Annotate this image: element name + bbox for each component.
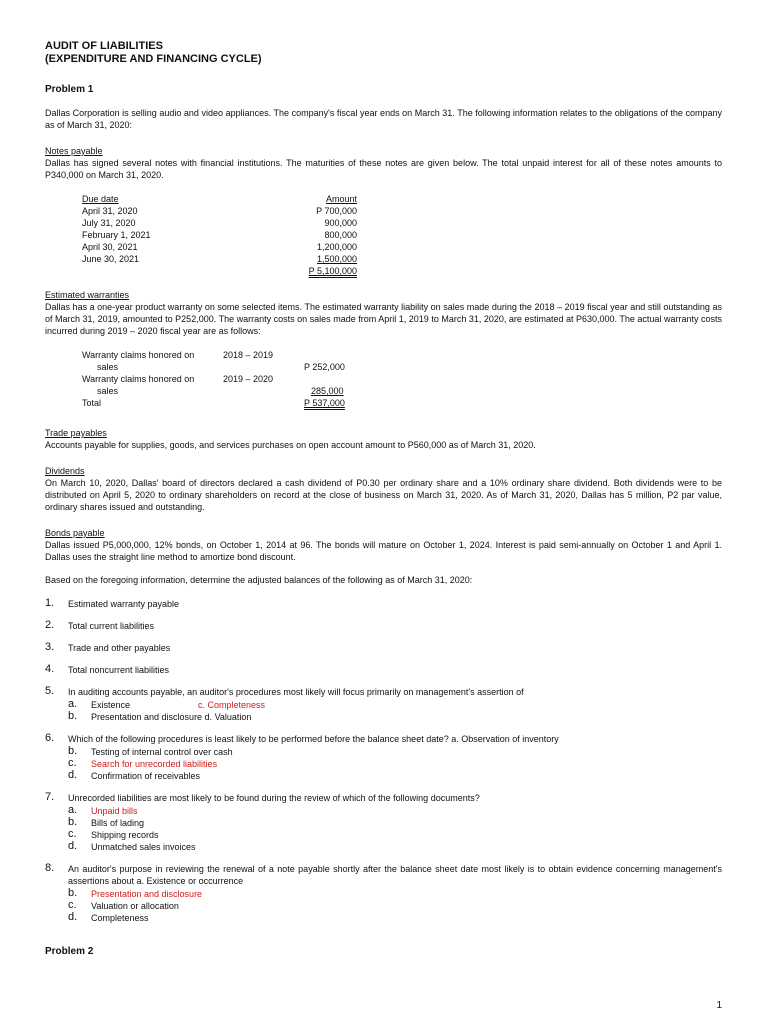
option-c (68, 829, 722, 841)
table-row-date: June 30, 2021 (82, 254, 140, 264)
question-text: Unrecorded liabilities are most likely to be found during the review of which of the following documents? (68, 793, 480, 803)
option-a (68, 699, 722, 711)
problem-1-intro: Dallas Corporation is selling audio and video appliances. The company's fiscal year ends on March 31. The following information relates to the obligations of the company as of March 31, 2020: (45, 108, 722, 130)
option-d (68, 770, 722, 782)
question-list (45, 598, 722, 924)
notes-total: P 5,100,000 (308, 266, 357, 276)
dividends-text: On March 10, 2020, Dallas' board of directors declared a cash dividend of P0.30 per ordinary share and a 10% ordinary share dividend. Both dividends were to be distributed on April 5, 2020 to ordinary shareholders on record at the close of business on March 31, 2020. As of March 31, 2020, Dallas has 5 million, P2 par value, ordinary shares issued and outstanding. (45, 478, 722, 512)
warranty-total-amount: P 537,000 (304, 398, 345, 408)
option-letter: b. (68, 745, 78, 757)
question-item (45, 598, 722, 610)
question-text: Total current liabilities (68, 621, 155, 631)
problem-2-heading: Problem 2 (45, 946, 94, 957)
option-list (68, 805, 722, 853)
table-row-amount: 800,000 (324, 230, 357, 240)
answer-option-text: Unpaid bills (91, 806, 138, 816)
option-list (68, 699, 722, 723)
warranty-row1-label: Warranty claims honored on (82, 350, 195, 360)
question-number: 5. (45, 685, 55, 697)
option-letter: d. (68, 840, 78, 852)
question-text: In auditing accounts payable, an auditor's procedures most likely will focus primarily on management's assertion of (68, 687, 524, 697)
option-text: Existence (91, 700, 131, 710)
question-number: 8. (45, 862, 55, 874)
notes-payable-text: Dallas has signed several notes with financial institutions. The maturities of these notes are given below. The total unpaid interest for all of these notes amounts to P340,000 on March 31, 2020. (45, 158, 722, 180)
col-due-date: Due date (82, 194, 119, 204)
notes-table (45, 193, 722, 279)
option-letter: b. (68, 816, 78, 828)
option-text: Completeness (91, 913, 149, 923)
question-number: 1. (45, 597, 55, 609)
question-number: 2. (45, 619, 55, 631)
question-item (45, 863, 722, 924)
bonds-text: Dallas issued P5,000,000, 12% bonds, on October 1, 2014 at 96. The bonds will mature on October 1, 2024. Interest is paid semi-annually on October 1 and April 1. Dallas uses the straight line method to amortize bond discount. (45, 540, 722, 562)
question-number: 7. (45, 791, 55, 803)
option-d (68, 912, 722, 924)
option-b (68, 817, 722, 829)
option-letter: c. (68, 757, 77, 769)
option-letter: c. (68, 899, 77, 911)
col-amount: Amount (325, 194, 357, 204)
doc-title: AUDIT OF LIABILITIES (45, 40, 163, 52)
table-row-amount: 1,200,000 (316, 242, 357, 252)
option-text: Shipping records (91, 830, 159, 840)
option-list (68, 746, 722, 782)
option-text: Confirmation of receivables (91, 771, 201, 781)
instruction-text: Based on the foregoing information, determine the adjusted balances of the following as of March 31, 2020: (45, 575, 473, 585)
option-letter: b. (68, 710, 78, 722)
option-letter: c. (68, 828, 77, 840)
table-row-date: April 30, 2021 (82, 242, 138, 252)
option-b (68, 711, 722, 723)
question-item (45, 664, 722, 676)
page-number: 1 (716, 1000, 722, 1011)
bonds-heading: Bonds payable (45, 528, 105, 538)
option-letter: d. (68, 769, 78, 781)
option-letter: a. (68, 698, 78, 710)
option-text: Bills of lading (91, 818, 145, 828)
option-letter: b. (68, 887, 78, 899)
problem-1-heading: Problem 1 (45, 84, 94, 95)
question-item (45, 620, 722, 632)
option-letter: a. (68, 804, 78, 816)
notes-payable-heading: Notes payable (45, 146, 103, 156)
warranty-row1-year: 2018 – 2019 (223, 350, 274, 360)
question-text: Estimated warranty payable (68, 599, 180, 609)
warranty-table (45, 349, 722, 411)
trade-payables-heading: Trade payables (45, 428, 107, 438)
question-item (45, 642, 722, 654)
option-c (68, 900, 722, 912)
option-b (68, 746, 722, 758)
warranty-row1-sales: sales (97, 362, 119, 372)
option-d (68, 841, 722, 853)
table-row-amount: 900,000 (324, 218, 357, 228)
question-number: 6. (45, 732, 55, 744)
option-list (68, 888, 722, 924)
table-row-amount: P 700,000 (316, 206, 357, 216)
answer-option-c: c. Completeness (198, 700, 266, 710)
option-b (68, 888, 722, 900)
question-number: 3. (45, 641, 55, 653)
warranties-heading: Estimated warranties (45, 290, 130, 300)
option-text: Presentation and disclosure d. Valuation (91, 712, 252, 722)
option-letter: d. (68, 911, 78, 923)
warranty-total-label: Total (82, 398, 102, 408)
warranty-row1-amount: P 252,000 (304, 362, 345, 372)
answer-option-text: Presentation and disclosure (91, 889, 203, 899)
table-row-date: February 1, 2021 (82, 230, 151, 240)
doc-subtitle: (EXPENDITURE AND FINANCING CYCLE) (45, 53, 262, 65)
question-text: An auditor's purpose in reviewing the renewal of a note payable shortly after the balance sheet date most likely is to obtain evidence concerning management's assertions about a. Existence or occurrence (68, 864, 722, 886)
warranty-row2-year: 2019 – 2020 (223, 374, 274, 384)
question-item (45, 733, 722, 782)
option-text: Valuation or allocation (91, 901, 179, 911)
warranty-row2-label: Warranty claims honored on (82, 374, 195, 384)
option-c (68, 758, 722, 770)
option-a (68, 805, 722, 817)
question-text: Total noncurrent liabilities (68, 665, 170, 675)
option-text: Unmatched sales invoices (91, 842, 196, 852)
table-row-amount: 1,500,000 (316, 254, 357, 264)
question-item (45, 686, 722, 723)
table-row-date: July 31, 2020 (82, 218, 136, 228)
question-item (45, 792, 722, 853)
document-page (45, 40, 722, 958)
question-text: Trade and other payables (68, 643, 171, 653)
warranty-row2-sales: sales (97, 386, 119, 396)
warranties-text: Dallas has a one-year product warranty on some selected items. The estimated warranty liability on sales made during the 2018 – 2019 fiscal year and still outstanding as of March 31, 2019, amounted to P252,000. The warranty costs on sales made from April 1, 2019 to March 31, 2020, are estimated at P630,000. The actual warranty costs incurred during 2019 – 2020 fiscal year are as follows: (45, 302, 722, 336)
question-text: Which of the following procedures is least likely to be performed before the balance sheet date? a. Observation of inventory (68, 734, 559, 744)
table-row-date: April 31, 2020 (82, 206, 138, 216)
question-number: 4. (45, 663, 55, 675)
option-text: Testing of internal control over cash (91, 747, 233, 757)
dividends-heading: Dividends (45, 466, 85, 476)
warranty-row2-amount: 285,000 (311, 386, 344, 396)
trade-payables-text: Accounts payable for supplies, goods, and services purchases on open account amount to P560,000 as of March 31, 2020. (45, 440, 536, 450)
answer-option-text: Search for unrecorded liabilities (91, 759, 218, 769)
